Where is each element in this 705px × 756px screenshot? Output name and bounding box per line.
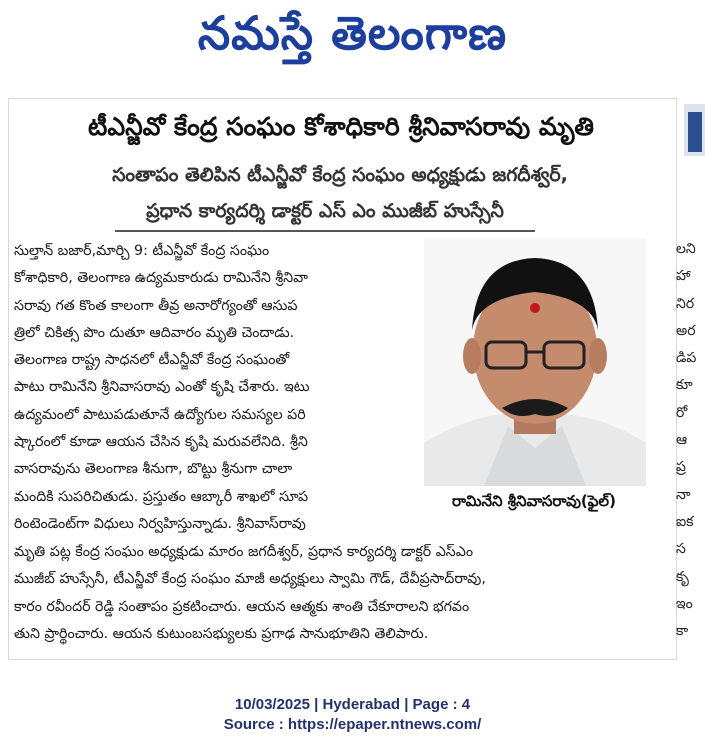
body-line: ముజీబ్ హుస్సేనీ, టీఎన్జీవో కేంద్ర సంఘం మాజీ అధ్యక్షులు స్వామి గౌడ్, దేవీప్రసాద్‌రావు, — [14, 571, 486, 588]
strip-line: ప్ర — [676, 459, 686, 476]
photo-caption: రామినేని శ్రీనివాసరావు(ఫైల్) — [452, 492, 616, 510]
body-line: రింటెండెంట్‌గా విధులు నిర్వహిస్తున్నాడు. శ్రీనివాస్‌రావు — [14, 515, 306, 532]
strip-line: లని — [676, 241, 696, 257]
strip-line: ఇం — [676, 595, 693, 612]
strip-line: నిర — [676, 295, 695, 312]
body-line: మందికి సుపరిచితుడు. ప్రస్తుతం ఆబ్కారీ శాఖలో సూప — [14, 488, 309, 505]
portrait-photo — [424, 238, 646, 486]
strip-line: కా — [676, 623, 689, 640]
body-line: తుని ప్రార్థించారు. ఆయన కుటుంబసభ్యులకు ప్రగాఢ సానుభూతిని తెలిపారు. — [14, 625, 429, 642]
body-line: పాటు రామినేని శ్రీనివాసరావు ఎంతో కృషి చేశారు. ఇటు — [14, 379, 310, 396]
strip-line: హా — [676, 268, 691, 285]
footer-edition-info: 10/03/2025 | Hyderabad | Page : 4 — [234, 696, 471, 713]
article-headline: టీఎన్జీవో కేంద్ర సంఘం కోశాధికారి శ్రీనివాసరావు మృతి — [88, 112, 594, 141]
adjacent-article-photo — [684, 104, 705, 156]
masthead — [0, 0, 705, 80]
body-line: ష్కారంలో కూడా ఆయన చేసిన కృషి మరువలేనిది. శ్రీని — [14, 434, 308, 451]
strip-line: ఐక — [676, 513, 694, 530]
adjacent-article-strip — [676, 236, 705, 641]
body-line: ఉద్యమంలో పాటుపడుతూనే ఉద్యోగుల సమస్యల పరి — [14, 406, 306, 423]
body-line: వాసరావును తెలంగాణ శీనుగా, బొట్టు శ్రీనుగా చాలా — [14, 461, 293, 478]
body-line: కోశాధికారి, తెలంగాణ ఉద్యమకారుడు రామినేని శ్రీనివా — [14, 270, 309, 287]
article-body-full-width — [14, 539, 669, 648]
body-line: మృతి పట్ల కేంద్ర సంఘం అధ్యక్షుడు మారం జగదీశ్వర్, ప్రధాన కార్యదర్శి డాక్టర్ ఎస్‌ఎం — [14, 544, 474, 560]
body-line: త్రిలో చికిత్స పొం దుతూ ఆదివారం మృతి చెందాడు. — [14, 324, 295, 341]
masthead-logo: నమస్తే తెలంగాణ — [197, 6, 508, 60]
strip-line: కూ — [676, 377, 693, 394]
strip-line: ఆ — [676, 432, 688, 449]
strip-line: కృ — [676, 568, 689, 585]
footer-source-link[interactable]: Source : https://epaper.ntnews.com/ — [223, 716, 482, 733]
body-line: కారం రవీందర్ రెడ్డి సంతాపం ప్రకటించారు. ఆయన ఆత్మకు శాంతి చేకూరాలని భగవం — [14, 598, 470, 615]
strip-line: అర — [676, 322, 696, 339]
article-subhead-2: ప్రధాన కార్యదర్శి డాక్టర్ ఎస్ ఎం ముజీబ్ హుస్సేనీ — [115, 200, 535, 232]
strip-line: స — [676, 541, 686, 558]
strip-line: డిప — [676, 350, 697, 367]
strip-line: రో — [676, 404, 688, 421]
body-line: తెలంగాణ రాష్ట్ర సాధనలో టీఎన్జీవో కేంద్ర సంఘంతో — [14, 352, 290, 369]
strip-line: నా — [676, 486, 691, 503]
portrait-illustration — [424, 238, 646, 486]
article-subhead-1: సంతాపం తెలిపిన టీఎన్జీవో కేంద్ర సంఘం అధ్యక్షుడు జగదీశ్వర్, — [112, 164, 568, 186]
body-line: సరావు గత కొంత కాలంగా తీవ్ర అనారోగ్యంతో ఆసుప — [14, 297, 298, 314]
article-body-column — [14, 238, 424, 538]
body-line: సుల్తాన్ బజార్,మార్చి 9: టీఎన్జీవో కేంద్ర సంఘం — [14, 243, 270, 259]
